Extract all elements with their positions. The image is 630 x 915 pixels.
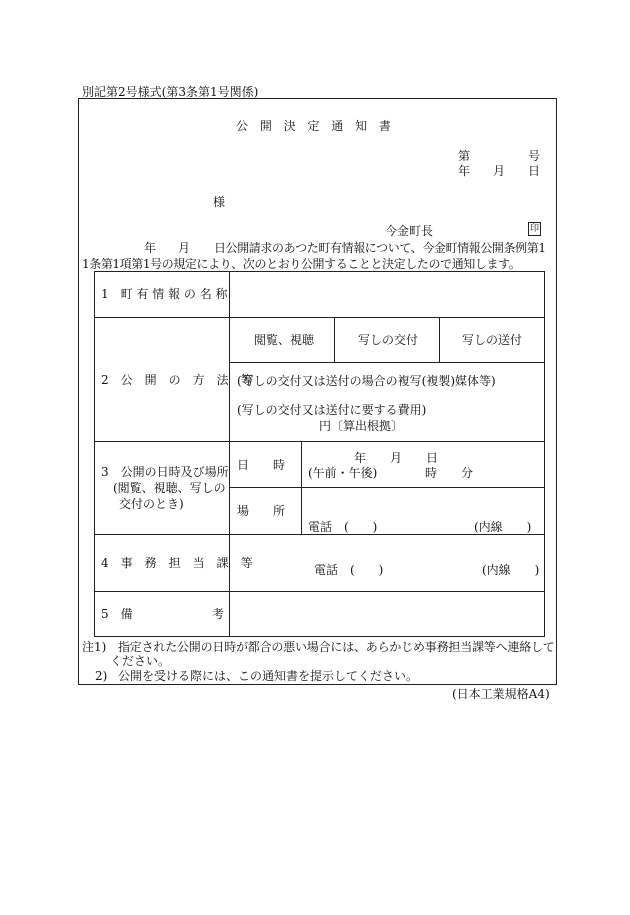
number-dai: 第 xyxy=(458,149,471,163)
row-divider xyxy=(94,317,545,318)
method-copy-delivery: 写しの交付 xyxy=(358,333,419,347)
method-copy-send: 写しの送付 xyxy=(462,333,523,347)
datetime-divider xyxy=(229,487,545,488)
row-divider xyxy=(94,591,545,592)
datetime-ampm: (午前・午後) xyxy=(308,466,378,480)
row3-label-line1: 3 公開の日時及び場所 xyxy=(101,465,229,479)
row5-label: 5 備 xyxy=(101,607,133,621)
fee-yen: 円〔算出根拠〕 xyxy=(319,419,404,433)
note2-text: 公開を受ける際には、この通知書を提示してください。 xyxy=(118,669,419,683)
body-line2: 1条第1項第1号の規定により、次のとおり公開することと決定したので通知します。 xyxy=(82,257,521,271)
note2-prefix: 2) xyxy=(95,669,108,683)
row1-label: 1 町 有 情 報 の 名 称 xyxy=(101,287,228,301)
method-view: 閲覧、視聴 xyxy=(254,333,315,347)
body-month: 月 xyxy=(178,241,191,255)
row-divider xyxy=(94,441,545,442)
datetime-ymd: 年 月 日 xyxy=(354,451,439,465)
datetime-label-divider xyxy=(301,441,302,534)
datetime-minute: 分 xyxy=(461,466,474,480)
fee-note: (写しの交付又は送付に要する費用) xyxy=(237,403,427,417)
place-extension: (内線 ) xyxy=(474,520,532,534)
method-divider xyxy=(334,317,335,362)
office-extension: (内線 ) xyxy=(482,563,540,577)
office-phone: 電話 ( ) xyxy=(314,563,384,577)
date-day: 日 xyxy=(528,164,541,178)
header-reference: 別記第2号様式(第3条第1号関係) xyxy=(82,85,259,99)
row5-label-end: 考 xyxy=(212,607,225,621)
methods-divider xyxy=(229,362,545,363)
place-label: 場 所 xyxy=(237,504,286,518)
row2-label: 2 公 開 の 方 法 等 xyxy=(101,373,253,387)
paper-size-note: (日本工業規格A4) xyxy=(452,687,550,701)
note1-continued: ください。 xyxy=(110,654,171,668)
body-year: 年 xyxy=(144,241,157,255)
media-note: (写しの交付又は送付の場合の複写(複製)媒体等) xyxy=(237,374,496,388)
note1-prefix: 注1) xyxy=(82,640,107,654)
date-year: 年 xyxy=(458,164,471,178)
disclosure-table xyxy=(94,271,545,637)
column-divider xyxy=(229,271,230,637)
place-phone: 電話 ( ) xyxy=(308,520,378,534)
body-line1: 日公開請求のあつた町有情報について、今金町情報公開条例第1 xyxy=(214,241,546,255)
datetime-hour: 時 xyxy=(425,466,438,480)
row-divider xyxy=(94,534,545,535)
issuer-name: 今金町長 xyxy=(385,224,434,238)
number-go: 号 xyxy=(528,149,541,163)
addressee-suffix: 様 xyxy=(213,195,226,209)
row4-label: 4 事 務 担 当 課 等 xyxy=(101,556,253,570)
note1-text: 指定された公開の日時が都合の悪い場合には、あらかじめ事務担当課等へ連絡して xyxy=(118,640,555,654)
datetime-label: 日 時 xyxy=(237,458,286,472)
document-title: 公 開 決 定 通 知 書 xyxy=(236,119,395,133)
seal-mark: 印 xyxy=(529,224,539,234)
row3-label-line3: 交付のとき) xyxy=(119,497,184,511)
date-month: 月 xyxy=(493,164,506,178)
method-divider xyxy=(439,317,440,362)
row3-label-line2: (閲覧、視聴、写しの xyxy=(113,481,226,495)
